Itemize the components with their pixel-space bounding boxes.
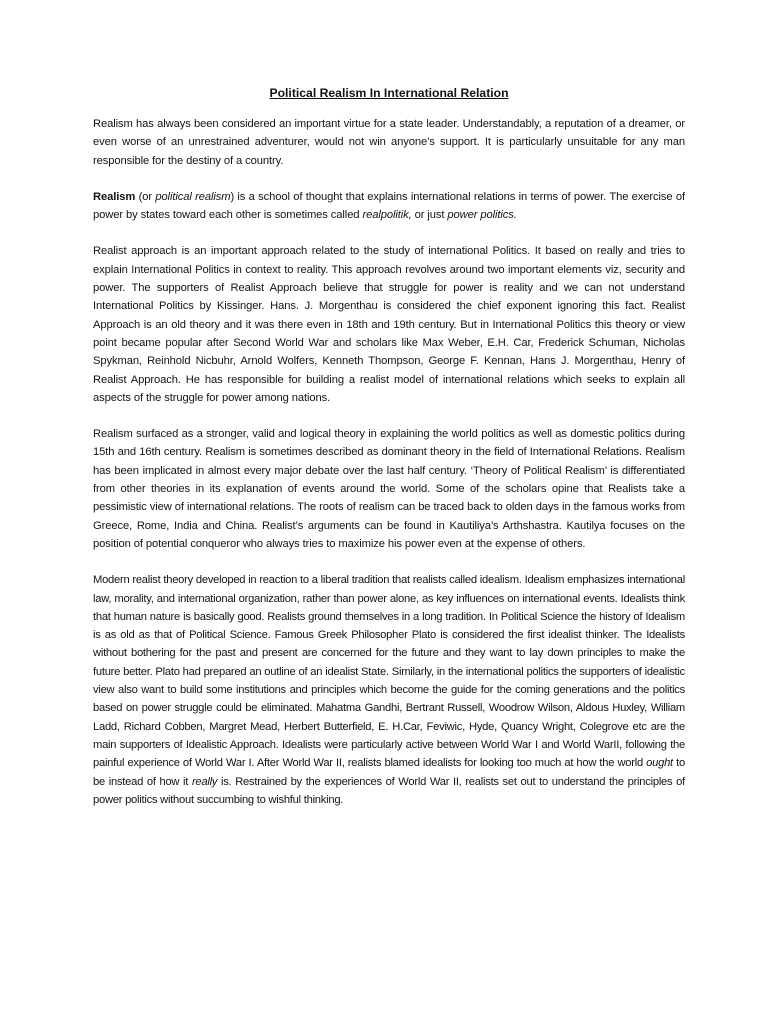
document-title: Political Realism In International Relation	[269, 86, 509, 100]
paragraph-5-text: to be instead of how it	[93, 757, 685, 788]
paragraph-2-text: (or	[135, 190, 156, 203]
paragraph-2-text: or just	[411, 209, 448, 222]
term-political-realism: political realism	[155, 190, 231, 203]
emphasis-really: really	[191, 775, 218, 788]
paragraph-2	[93, 188, 685, 225]
term-power-politics: power politics.	[447, 209, 517, 222]
term-realpolitik: realpolitik,	[362, 209, 412, 222]
paragraph-4: Realism surfaced as a stronger, valid and logical theory in explaining the world politics as well as domestic politics during 15th and 16th century. Realism is sometimes described as dominant theory in the field of International Relations. Realism has been implicated in almost every major debate over the last half century. ‘Theory of Political Realism’ is differentiated from other theories in its explanation of events around the world. Some of the scholars opine that Realists take a pessimistic view of international relations. The roots of realism can be traced back to olden days in the famous works from Greece, Rome, India and China. Realist’s arguments can be found in Kautiliya’s Arthshastra. Kautilya focuses on the position of potential conqueror who always tries to maximize his power even at the expense of others.	[93, 428, 685, 550]
paragraph-5-text: Modern realist theory developed in reaction to a liberal tradition that realists called idealism. Idealism emphasizes international law, morality, and international organization, rather than power alone, as key influences on international events. Idealists think that human nature is basically good. Realists ground themselves in a long tradition. In Political Science the history of Idealism is as old as that of Political Science. Famous Greek Philosopher Plato is considered the first idealist thinker. The Idealists without bothering for the past and present are concerned for the future and they want to lay down principles to make the future better. Plato had prepared an outline of an idealist State. Similarly, in the international politics the supporters of idealistic view also want to build some institutions and principles which become the guide for the coming generations and the politics based on power struggle could be eliminated. Mahatma Gandhi, Bertrant Russell, Woodrow Wilson, Aldous Huxley, William Ladd, Richard Cobben, Margret Mead, Herbert Butterfield, E. H.Car, Feviwic, Hyde, Quancy Wright, Colegrove etc are the main supporters of Idealistic Approach. Idealists were particularly active between World War I and World WarII, following the painful experience of World War I. After World War II, realists blamed idealists for looking too much at how the world	[93, 574, 685, 770]
emphasis-ought: ought	[646, 757, 673, 770]
term-realism: Realism	[93, 190, 136, 203]
paragraph-2-text: ) is a school of thought that explains international relations in terms of power. The exercise of power by states toward each other is sometimes called	[93, 190, 686, 222]
paragraph-5	[93, 571, 685, 809]
paragraph-1: Realism has always been considered an important virtue for a state leader. Understandably, a reputation of a dreamer, or even worse of an unrestrained adventurer, would not win anyone’s support. It is particularly unsuitable for any man responsible for the destiny of a country.	[93, 118, 685, 167]
document-page	[93, 84, 685, 827]
paragraph-5-text: is. Restrained by the experiences of World War II, realists set out to understand the principles of power politics without succumbing to wishful thinking.	[93, 775, 685, 806]
paragraph-3: Realist approach is an important approach related to the study of international Politics. It based on really and tries to explain International Politics in context to reality. This approach revolves around two important elements viz, security and power. The supporters of Realist Approach believe that struggle for power is reality and we can not understand International Politics by Kissinger. Hans. J. Morgenthau is considered the chief exponent ignoring this fact. Realist Approach is an old theory and it was there even in 18th and 19th century. But in International Politics this theory or view point became popular after Second World War and scholars like Max Weber, E.H. Car, Frederick Schuman, Nicholas Spykman, Reinhold Nicbuhr, Arnold Wolfers, Kenneth Thompson, George F. Kennan, Hans J. Morgenthau, Henry of Realist Approach. He has responsible for building a realist model of international relations which seeks to explain all aspects of the struggle for power among nations.	[93, 245, 685, 404]
